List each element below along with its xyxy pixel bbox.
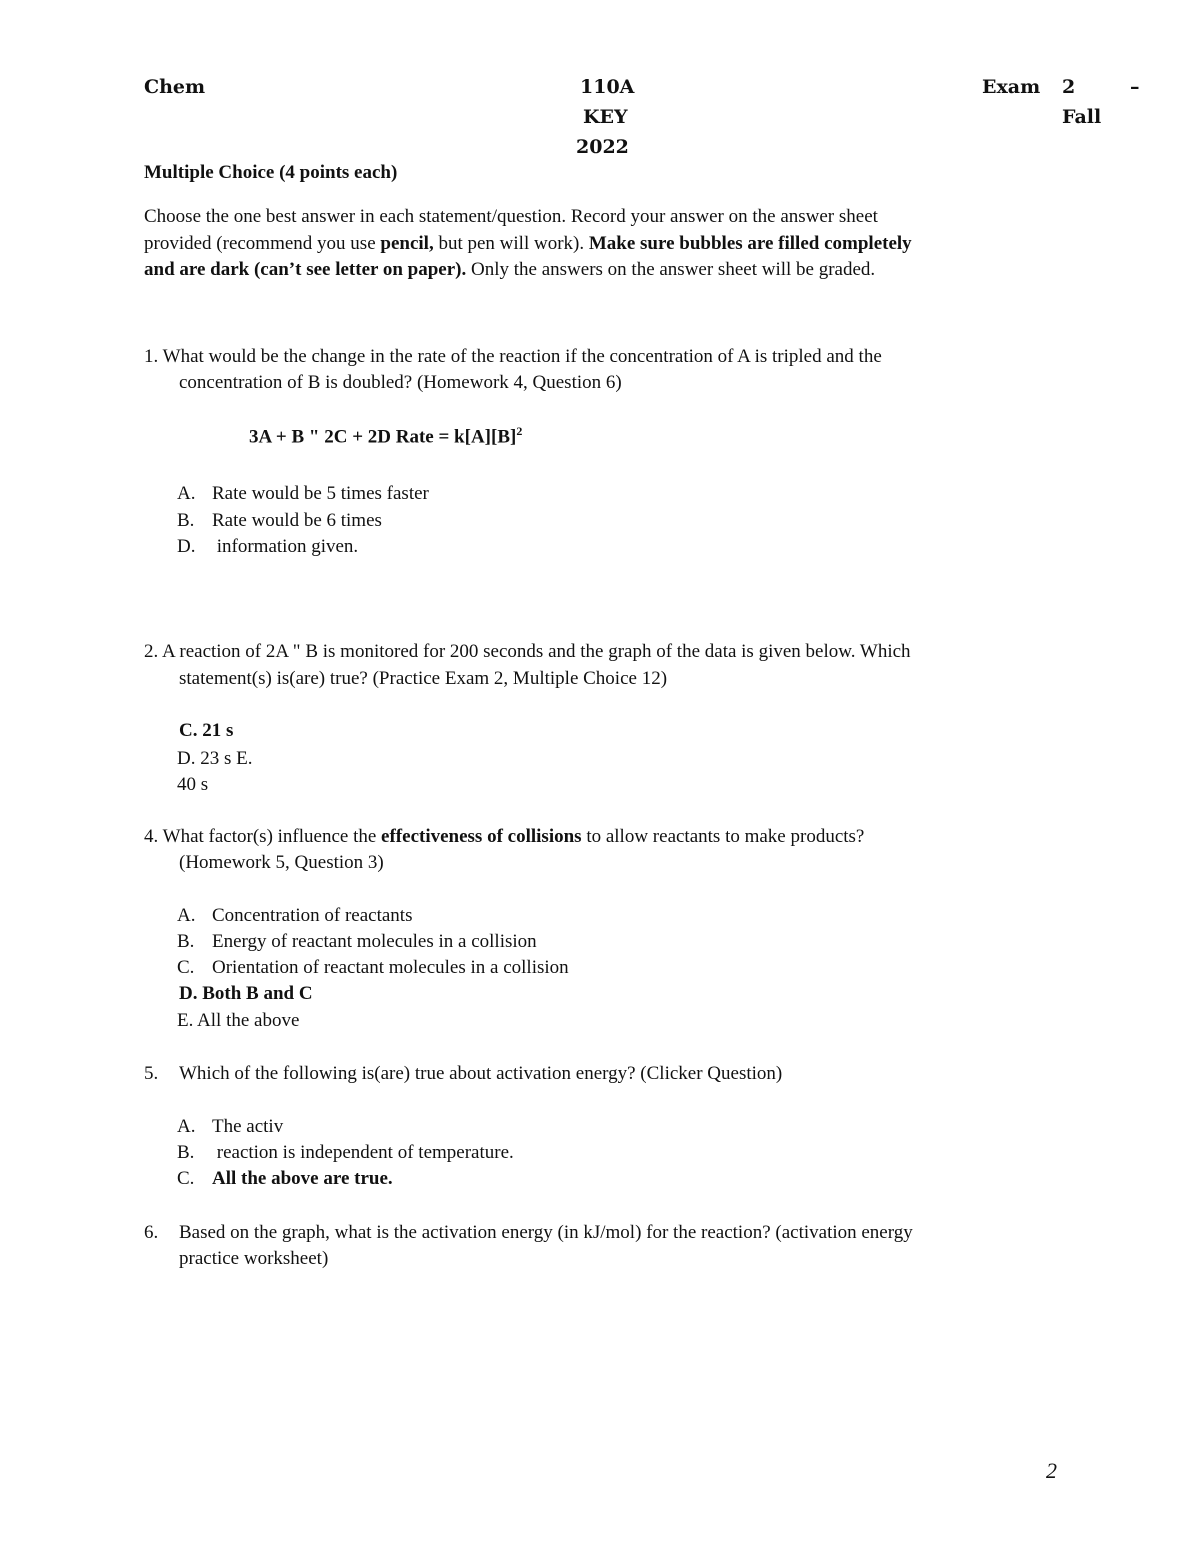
q4-option-e: E. All the above [177,1010,300,1031]
q1-option-b-text: Rate would be 6 times [212,510,382,531]
q6-stem-line-1: Based on the graph, what is the activation energy (in kJ/mol) for the reaction? (activation energy [179,1222,913,1243]
instructions-line-2: provided (recommend you use pencil, but pen will work). Make sure bubbles are filled completely [144,233,912,254]
instructions-line-1: Choose the one best answer in each statement/question. Record your answer on the answer sheet [144,206,878,227]
header-year: 2022 [576,136,629,158]
q1-option-d-letter: D. [177,536,196,557]
q5-number: 5. [144,1063,159,1084]
q5-option-c-letter: C. [177,1168,195,1189]
q4-option-a-letter: A. [177,905,196,926]
header-exam-label: Exam [982,76,1041,98]
q1-option-a-text: Rate would be 5 times faster [212,483,429,504]
q2-stem-line-2: statement(s) is(are) true? (Practice Exam 2, Multiple Choice 12) [179,668,668,689]
q1-stem-line-2: concentration of B is doubled? (Homework 4, Question 6) [179,372,622,393]
q1-equation: 3A + B " 2C + 2D Rate = $k[A][B]^2$ [249,424,523,448]
q4-option-c-letter: C. [177,957,195,978]
q6-number: 6. [144,1222,159,1243]
q4-option-b-text: Energy of reactant molecules in a collision [212,931,537,952]
q2-option-d: D. 23 s E. [177,748,253,769]
q4-option-c-text: Orientation of reactant molecules in a collision [212,957,569,978]
header-term: Fall [1062,106,1102,128]
q2-option-e: 40 s [177,774,209,795]
q1-option-d-text: information given. [212,536,359,557]
header-key: KEY [583,106,628,128]
q4-stem-line-2: (Homework 5, Question 3) [179,852,384,873]
q5-option-a-letter: A. [177,1116,196,1137]
page-number: 2 [1046,1458,1057,1483]
header-course: Chem [144,76,206,98]
q1-stem-line-1: 1. What would be the change in the rate of the reaction if the concentration of A is tripled and the [144,346,882,367]
q1-option-b-letter: B. [177,510,195,531]
q5-answer-c: All the above are true. [212,1168,393,1189]
header-dash: – [1130,76,1140,98]
q4-answer-d: D. Both B and C [179,983,313,1004]
section-title: Multiple Choice (4 points each) [144,162,398,183]
q2-stem-line-1: 2. A reaction of 2A " B is monitored for 200 seconds and the graph of the data is given below. Which [144,641,911,662]
q6-stem-line-2: practice worksheet) [179,1248,329,1269]
instructions-line-3: and are dark (can’t see letter on paper). Only the answers on the answer sheet will be graded. [144,259,876,280]
q1-option-a-letter: A. [177,483,196,504]
q2-answer-c: C. 21 s [179,720,234,741]
q5-option-a-text: The activ [212,1116,284,1137]
q4-option-b-letter: B. [177,931,195,952]
q5-stem: Which of the following is(are) true about activation energy? (Clicker Question) [179,1063,783,1084]
header-course-number: 110A [580,76,635,98]
q5-option-b-letter: B. [177,1142,195,1163]
header-exam-number: 2 [1062,76,1076,98]
q4-stem-line-1: 4. What factor(s) influence the effectiveness of collisions to allow reactants to make products? [144,826,865,847]
q5-option-b-text: reaction is independent of temperature. [212,1142,514,1163]
q4-option-a-text: Concentration of reactants [212,905,413,926]
